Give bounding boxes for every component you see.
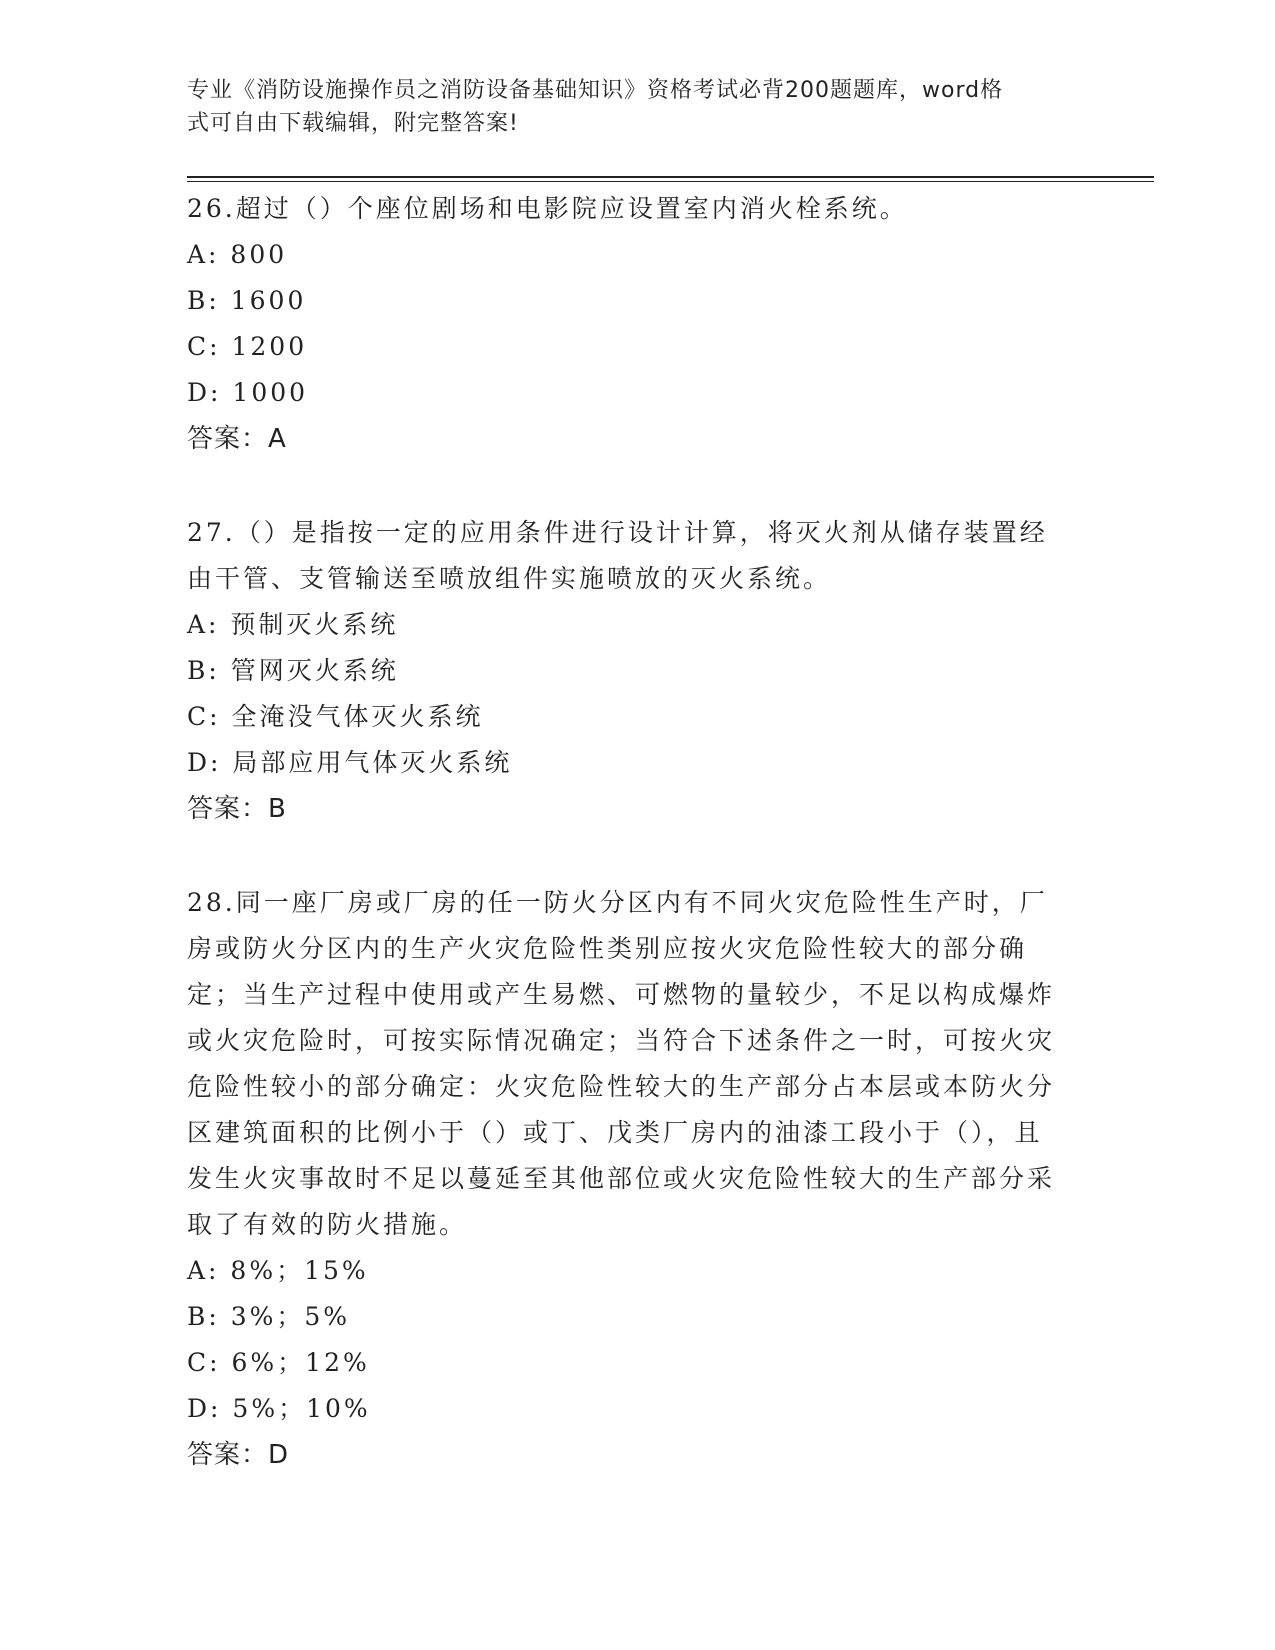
question-spacer <box>187 462 1067 510</box>
answer-line: 答案：A <box>187 424 287 454</box>
answer-line: 答案：D <box>187 1440 290 1470</box>
question-list <box>187 186 1067 1478</box>
header-line-1: 专业《消防设施操作员之消防设备基础知识》资格考试必背200题题库，word格 <box>187 78 1004 103</box>
option-c: C: 全淹没气体灭火系统 <box>187 702 484 731</box>
option-c: C: 1200 <box>187 332 308 361</box>
question-stem: 28.同一座厂房或厂房的任一防火分区内有不同火灾危险性生产时，厂房或防火分区内的生产火灾危险性类别应按火灾危险性较大的部分确定；当生产过程中使用或产生易燃、可燃物的量较少，不足以构成爆炸或火灾危险时，可按实际情况确定；当符合下述条件之一时，可按火灾危险性较小的部分确定：火灾危险性较大的生产部分占本层或本防火分区建筑面积的比例小于（）或丁、戊类厂房内的油漆工段小于（），且发生火灾事故时不足以蔓延至其他部位或火灾危险性较大的生产部分采取了有效的防火措施。 <box>187 888 1056 1239</box>
header-divider <box>187 176 1154 182</box>
option-d: D: 5%；10% <box>187 1394 371 1423</box>
header-line-2: 式可自由下载编辑，附完整答案! <box>187 111 519 136</box>
option-a: A: 8%；15% <box>187 1256 369 1285</box>
option-c: C: 6%；12% <box>187 1348 370 1377</box>
option-b: B: 1600 <box>187 286 307 315</box>
question-item <box>187 510 1067 832</box>
question-item <box>187 880 1067 1478</box>
option-a: A: 预制灭火系统 <box>187 610 399 639</box>
option-b: B: 3%；5% <box>187 1302 351 1331</box>
question-stem: 27.（）是指按一定的应用条件进行设计计算，将灭火剂从储存装置经由干管、支管输送至喷放组件实施喷放的灭火系统。 <box>187 518 1048 593</box>
option-b: B: 管网灭火系统 <box>187 656 399 685</box>
question-spacer <box>187 832 1067 880</box>
option-a: A: 800 <box>187 240 288 269</box>
question-stem: 26.超过（）个座位剧场和电影院应设置室内消火栓系统。 <box>187 194 908 223</box>
question-item <box>187 186 1067 462</box>
option-d: D: 局部应用气体灭火系统 <box>187 748 513 777</box>
answer-line: 答案：B <box>187 794 287 824</box>
document-header <box>187 74 1067 140</box>
option-d: D: 1000 <box>187 378 309 407</box>
